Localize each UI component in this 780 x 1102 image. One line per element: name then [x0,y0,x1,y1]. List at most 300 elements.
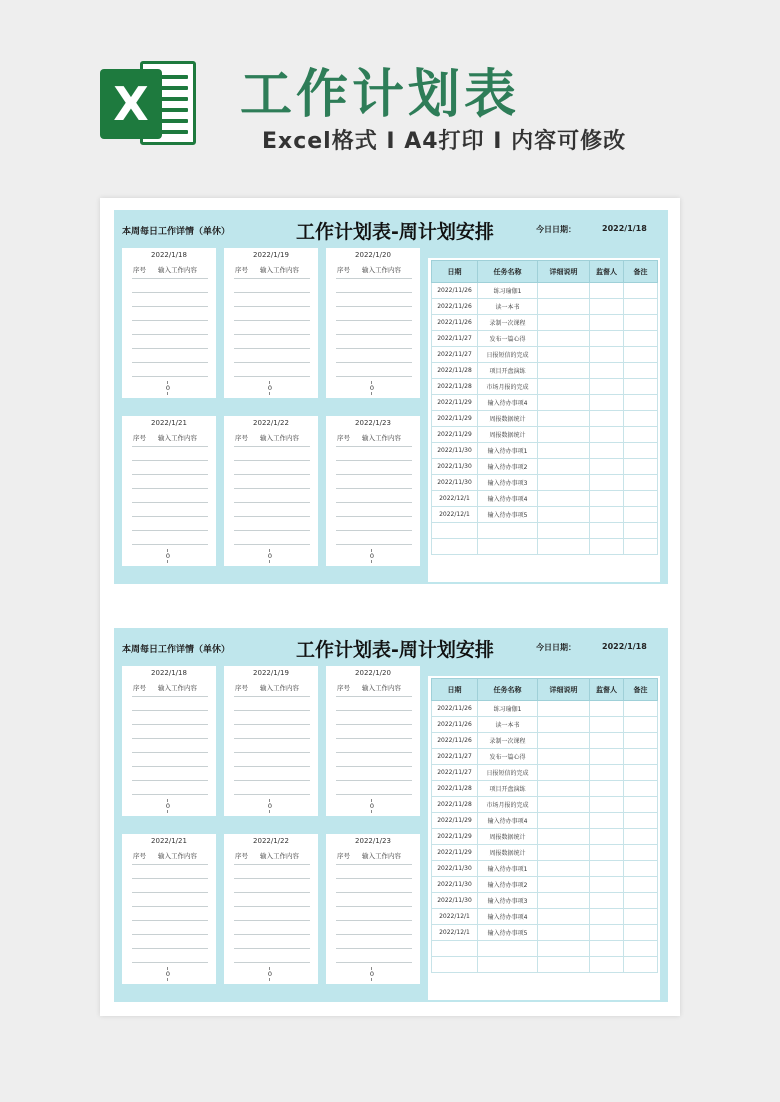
entry-line[interactable] [234,920,310,921]
task-detail-cell[interactable] [538,797,590,813]
entry-line[interactable] [132,724,208,725]
task-note-cell[interactable] [624,733,658,749]
table-row [432,427,658,443]
task-supervisor-cell[interactable] [590,781,624,797]
entry-line[interactable] [132,766,208,767]
entry-line[interactable] [336,780,412,781]
task-detail-cell[interactable] [538,829,590,845]
task-name-cell[interactable]: 练习瑜伽1 [478,701,538,717]
task-note-cell[interactable] [624,491,658,507]
table-row [432,331,658,347]
entry-line[interactable] [336,544,412,545]
task-name-cell[interactable]: 输入待办事项2 [478,877,538,893]
task-note-cell[interactable] [624,507,658,523]
entry-line[interactable] [234,878,310,879]
task-note-cell[interactable] [624,941,658,957]
entry-line[interactable] [234,460,310,461]
task-name-cell[interactable]: 项目开盘演练 [478,781,538,797]
task-supervisor-cell[interactable] [590,701,624,717]
entry-line[interactable] [234,516,310,517]
task-date-cell[interactable]: 2022/11/28 [432,797,478,813]
task-supervisor-cell[interactable] [590,299,624,315]
entry-line[interactable] [336,488,412,489]
task-date-cell[interactable]: 2022/12/1 [432,507,478,523]
task-date-cell[interactable]: 2022/11/26 [432,299,478,315]
entry-line[interactable] [132,794,208,795]
task-name-cell[interactable]: 输入待办事项1 [478,861,538,877]
task-name-cell[interactable]: 录制一次课程 [478,733,538,749]
task-date-cell[interactable]: 2022/11/29 [432,813,478,829]
entry-line[interactable] [132,780,208,781]
task-date-cell[interactable]: 2022/11/30 [432,443,478,459]
task-name-cell[interactable] [478,539,538,555]
table-row [432,363,658,379]
task-note-cell[interactable] [624,813,658,829]
task-supervisor-cell[interactable] [590,379,624,395]
entry-line[interactable] [132,516,208,517]
task-name-cell[interactable]: 输入待办事项4 [478,491,538,507]
task-note-cell[interactable] [624,331,658,347]
entry-line[interactable] [234,710,310,711]
table-row [432,877,658,893]
plan-panel [114,628,668,1002]
entry-line[interactable] [132,948,208,949]
entry-line[interactable] [132,934,208,935]
task-name-cell[interactable]: 日报短信的完成 [478,347,538,363]
task-name-cell[interactable]: 读一本书 [478,717,538,733]
task-supervisor-cell[interactable] [590,765,624,781]
task-note-cell[interactable] [624,797,658,813]
task-date-cell[interactable]: 2022/11/30 [432,459,478,475]
entry-line[interactable] [234,724,310,725]
task-note-cell[interactable] [624,781,658,797]
day-total: 0 [265,970,275,978]
entry-line[interactable] [132,920,208,921]
entry-line[interactable] [132,278,208,279]
task-name-cell[interactable]: 输入待办事项5 [478,925,538,941]
task-note-cell[interactable] [624,957,658,973]
entry-line[interactable] [234,906,310,907]
entry-line[interactable] [336,710,412,711]
task-detail-cell[interactable] [538,507,590,523]
day-col-index: 序号 [337,852,350,860]
task-detail-cell[interactable] [538,845,590,861]
task-note-cell[interactable] [624,395,658,411]
entry-line[interactable] [234,892,310,893]
entry-line[interactable] [336,502,412,503]
task-supervisor-cell[interactable] [590,717,624,733]
today-label: 今日日期： [536,643,576,652]
entry-line[interactable] [336,752,412,753]
task-name-cell[interactable]: 输入待办事项3 [478,893,538,909]
day-card [224,248,318,398]
task-supervisor-cell[interactable] [590,427,624,443]
task-note-cell[interactable] [624,845,658,861]
entry-line[interactable] [132,306,208,307]
task-name-cell[interactable]: 输入待办事项4 [478,395,538,411]
task-detail-cell[interactable] [538,701,590,717]
entry-line[interactable] [234,502,310,503]
entry-line[interactable] [132,502,208,503]
day-col-content[interactable]: 输入工作内容 [260,434,299,442]
task-date-cell[interactable]: 2022/11/26 [432,315,478,331]
task-detail-cell[interactable] [538,749,590,765]
day-col-content[interactable]: 输入工作内容 [260,852,299,860]
entry-line[interactable] [336,474,412,475]
entry-line[interactable] [336,320,412,321]
task-note-cell[interactable] [624,459,658,475]
task-detail-cell[interactable] [538,491,590,507]
entry-line[interactable] [336,878,412,879]
day-col-content[interactable]: 输入工作内容 [362,266,401,274]
task-note-cell[interactable] [624,765,658,781]
task-name-cell[interactable]: 发布一篇心得 [478,749,538,765]
task-name-cell[interactable]: 日报短信的完成 [478,765,538,781]
task-date-cell[interactable]: 2022/11/30 [432,861,478,877]
task-detail-cell[interactable] [538,395,590,411]
day-col-content[interactable]: 输入工作内容 [158,434,197,442]
entry-line[interactable] [132,376,208,377]
entry-line[interactable] [132,320,208,321]
task-date-cell[interactable] [432,941,478,957]
task-supervisor-cell[interactable] [590,315,624,331]
task-supervisor-cell[interactable] [590,443,624,459]
task-note-cell[interactable] [624,363,658,379]
task-note-cell[interactable] [624,379,658,395]
entry-line[interactable] [234,738,310,739]
task-detail-cell[interactable] [538,523,590,539]
task-detail-cell[interactable] [538,813,590,829]
day-col-index: 序号 [235,684,248,692]
day-card [122,834,216,984]
task-date-cell[interactable]: 2022/11/28 [432,363,478,379]
entry-line[interactable] [234,292,310,293]
task-supervisor-cell[interactable] [590,395,624,411]
task-date-cell[interactable]: 2022/11/28 [432,781,478,797]
entry-line[interactable] [234,696,310,697]
task-detail-cell[interactable] [538,877,590,893]
entry-line[interactable] [234,766,310,767]
entry-line[interactable] [234,752,310,753]
task-detail-cell[interactable] [538,443,590,459]
task-detail-cell[interactable] [538,299,590,315]
task-note-cell[interactable] [624,877,658,893]
task-note-cell[interactable] [624,893,658,909]
task-supervisor-cell[interactable] [590,797,624,813]
entry-line[interactable] [336,892,412,893]
day-col-content[interactable]: 输入工作内容 [158,852,197,860]
entry-line[interactable] [132,544,208,545]
task-date-cell[interactable] [432,523,478,539]
entry-line[interactable] [336,530,412,531]
entry-line[interactable] [336,362,412,363]
task-supervisor-cell[interactable] [590,411,624,427]
task-note-cell[interactable] [624,829,658,845]
task-supervisor-cell[interactable] [590,957,624,973]
task-note-cell[interactable] [624,315,658,331]
entry-line[interactable] [132,696,208,697]
entry-line[interactable] [132,710,208,711]
entry-line[interactable] [336,446,412,447]
task-supervisor-cell[interactable] [590,941,624,957]
table-row [432,797,658,813]
task-date-cell[interactable]: 2022/11/29 [432,845,478,861]
task-supervisor-cell[interactable] [590,347,624,363]
task-supervisor-cell[interactable] [590,813,624,829]
task-note-cell[interactable] [624,909,658,925]
task-detail-cell[interactable] [538,379,590,395]
task-detail-cell[interactable] [538,893,590,909]
entry-line[interactable] [234,320,310,321]
entry-line[interactable] [336,306,412,307]
day-col-content[interactable]: 输入工作内容 [158,684,197,692]
task-name-cell[interactable]: 输入待办事项2 [478,459,538,475]
entry-line[interactable] [132,878,208,879]
task-name-cell[interactable]: 输入待办事项4 [478,909,538,925]
entry-line[interactable] [132,292,208,293]
task-name-cell[interactable]: 市场月报的完成 [478,379,538,395]
task-supervisor-cell[interactable] [590,829,624,845]
day-col-content[interactable]: 输入工作内容 [260,266,299,274]
task-date-cell[interactable]: 2022/11/27 [432,749,478,765]
task-supervisor-cell[interactable] [590,363,624,379]
task-name-cell[interactable] [478,523,538,539]
entry-line[interactable] [234,948,310,949]
task-date-cell[interactable]: 2022/11/30 [432,877,478,893]
task-name-cell[interactable]: 输入待办事项3 [478,475,538,491]
task-name-cell[interactable]: 录制一次课程 [478,315,538,331]
task-note-cell[interactable] [624,347,658,363]
task-note-cell[interactable] [624,427,658,443]
task-note-cell[interactable] [624,283,658,299]
task-name-cell[interactable]: 输入待办事项4 [478,813,538,829]
entry-line[interactable] [234,334,310,335]
task-date-cell[interactable]: 2022/11/29 [432,411,478,427]
task-supervisor-cell[interactable] [590,539,624,555]
table-row [432,925,658,941]
task-date-cell[interactable]: 2022/11/26 [432,733,478,749]
task-date-cell[interactable]: 2022/12/1 [432,491,478,507]
task-supervisor-cell[interactable] [590,749,624,765]
task-supervisor-cell[interactable] [590,283,624,299]
task-supervisor-cell[interactable] [590,475,624,491]
day-col-content[interactable]: 输入工作内容 [362,852,401,860]
task-name-cell[interactable]: 输入待办事项1 [478,443,538,459]
task-name-cell[interactable]: 输入待办事项5 [478,507,538,523]
task-date-cell[interactable]: 2022/11/29 [432,829,478,845]
task-detail-cell[interactable] [538,781,590,797]
task-name-cell[interactable]: 项目开盘演练 [478,363,538,379]
task-detail-cell[interactable] [538,347,590,363]
day-col-content[interactable]: 输入工作内容 [260,684,299,692]
table-row [432,829,658,845]
task-detail-cell[interactable] [538,861,590,877]
task-supervisor-cell[interactable] [590,491,624,507]
task-supervisor-cell[interactable] [590,845,624,861]
entry-line[interactable] [132,738,208,739]
task-date-cell[interactable]: 2022/11/27 [432,331,478,347]
task-name-cell[interactable]: 练习瑜伽1 [478,283,538,299]
task-name-cell[interactable] [478,957,538,973]
task-date-cell[interactable]: 2022/11/26 [432,283,478,299]
task-detail-cell[interactable] [538,957,590,973]
task-header-cell: 任务名称 [478,679,538,701]
task-date-cell[interactable]: 2022/11/26 [432,701,478,717]
task-header-cell: 监督人 [590,679,624,701]
task-date-cell[interactable]: 2022/11/29 [432,427,478,443]
entry-line[interactable] [234,780,310,781]
entry-line[interactable] [336,962,412,963]
entry-line[interactable] [336,278,412,279]
task-name-cell[interactable]: 周报数据统计 [478,845,538,861]
task-note-cell[interactable] [624,749,658,765]
task-note-cell[interactable] [624,717,658,733]
entry-line[interactable] [234,530,310,531]
entry-line[interactable] [132,752,208,753]
entry-line[interactable] [336,948,412,949]
task-supervisor-cell[interactable] [590,893,624,909]
entry-line[interactable] [132,474,208,475]
task-note-cell[interactable] [624,523,658,539]
entry-line[interactable] [336,334,412,335]
entry-line[interactable] [336,766,412,767]
entry-line[interactable] [336,516,412,517]
task-date-cell[interactable]: 2022/11/26 [432,717,478,733]
entry-line[interactable] [336,460,412,461]
entry-line[interactable] [132,906,208,907]
entry-line[interactable] [336,794,412,795]
task-detail-cell[interactable] [538,363,590,379]
task-date-cell[interactable] [432,539,478,555]
entry-line[interactable] [132,362,208,363]
task-detail-cell[interactable] [538,717,590,733]
entry-line[interactable] [234,376,310,377]
task-detail-cell[interactable] [538,925,590,941]
day-card [122,248,216,398]
task-supervisor-cell[interactable] [590,733,624,749]
entry-line[interactable] [234,544,310,545]
entry-line[interactable] [132,530,208,531]
entry-line[interactable] [336,292,412,293]
task-name-cell[interactable]: 发布一篇心得 [478,331,538,347]
task-detail-cell[interactable] [538,941,590,957]
task-detail-cell[interactable] [538,733,590,749]
task-detail-cell[interactable] [538,475,590,491]
entry-line[interactable] [234,488,310,489]
entry-line[interactable] [234,934,310,935]
task-note-cell[interactable] [624,925,658,941]
task-name-cell[interactable]: 周报数据统计 [478,427,538,443]
entry-line[interactable] [336,724,412,725]
entry-line[interactable] [234,864,310,865]
task-detail-cell[interactable] [538,427,590,443]
entry-line[interactable] [132,460,208,461]
task-detail-cell[interactable] [538,331,590,347]
entry-line[interactable] [132,892,208,893]
task-date-cell[interactable]: 2022/11/30 [432,893,478,909]
day-col-content[interactable]: 输入工作内容 [158,266,197,274]
task-note-cell[interactable] [624,475,658,491]
task-supervisor-cell[interactable] [590,861,624,877]
entry-line[interactable] [234,446,310,447]
entry-line[interactable] [234,362,310,363]
task-date-cell[interactable]: 2022/11/27 [432,347,478,363]
task-date-cell[interactable]: 2022/11/30 [432,475,478,491]
task-note-cell[interactable] [624,861,658,877]
entry-line[interactable] [336,906,412,907]
entry-line[interactable] [132,446,208,447]
task-name-cell[interactable] [478,941,538,957]
task-note-cell[interactable] [624,299,658,315]
task-supervisor-cell[interactable] [590,925,624,941]
entry-line[interactable] [336,920,412,921]
task-name-cell[interactable]: 读一本书 [478,299,538,315]
task-detail-cell[interactable] [538,539,590,555]
task-name-cell[interactable]: 周报数据统计 [478,411,538,427]
task-detail-cell[interactable] [538,909,590,925]
entry-line[interactable] [336,738,412,739]
day-date: 2022/1/18 [151,669,187,677]
entry-line[interactable] [234,348,310,349]
task-date-cell[interactable]: 2022/11/27 [432,765,478,781]
task-note-cell[interactable] [624,411,658,427]
day-col-content[interactable]: 输入工作内容 [362,434,401,442]
task-header-cell: 详细说明 [538,679,590,701]
entry-line[interactable] [234,794,310,795]
entry-line[interactable] [132,334,208,335]
entry-line[interactable] [132,348,208,349]
task-detail-cell[interactable] [538,283,590,299]
page-header [0,0,780,190]
table-row [432,749,658,765]
task-date-cell[interactable]: 2022/12/1 [432,925,478,941]
task-detail-cell[interactable] [538,459,590,475]
task-supervisor-cell[interactable] [590,507,624,523]
task-detail-cell[interactable] [538,315,590,331]
table-row [432,315,658,331]
task-supervisor-cell[interactable] [590,459,624,475]
task-date-cell[interactable] [432,957,478,973]
entry-line[interactable] [336,348,412,349]
task-supervisor-cell[interactable] [590,909,624,925]
entry-line[interactable] [132,962,208,963]
task-note-cell[interactable] [624,539,658,555]
task-note-cell[interactable] [624,443,658,459]
task-supervisor-cell[interactable] [590,331,624,347]
task-date-cell[interactable]: 2022/11/28 [432,379,478,395]
task-name-cell[interactable]: 市场月报的完成 [478,797,538,813]
entry-line[interactable] [336,376,412,377]
task-name-cell[interactable]: 周报数据统计 [478,829,538,845]
task-date-cell[interactable]: 2022/11/29 [432,395,478,411]
entry-line[interactable] [234,278,310,279]
entry-line[interactable] [336,934,412,935]
task-supervisor-cell[interactable] [590,877,624,893]
entry-line[interactable] [234,962,310,963]
entry-line[interactable] [132,488,208,489]
day-col-content[interactable]: 输入工作内容 [362,684,401,692]
entry-line[interactable] [234,474,310,475]
entry-line[interactable] [336,696,412,697]
task-detail-cell[interactable] [538,765,590,781]
entry-line[interactable] [132,864,208,865]
task-detail-cell[interactable] [538,411,590,427]
entry-line[interactable] [336,864,412,865]
task-date-cell[interactable]: 2022/12/1 [432,909,478,925]
task-supervisor-cell[interactable] [590,523,624,539]
entry-line[interactable] [234,306,310,307]
task-note-cell[interactable] [624,701,658,717]
